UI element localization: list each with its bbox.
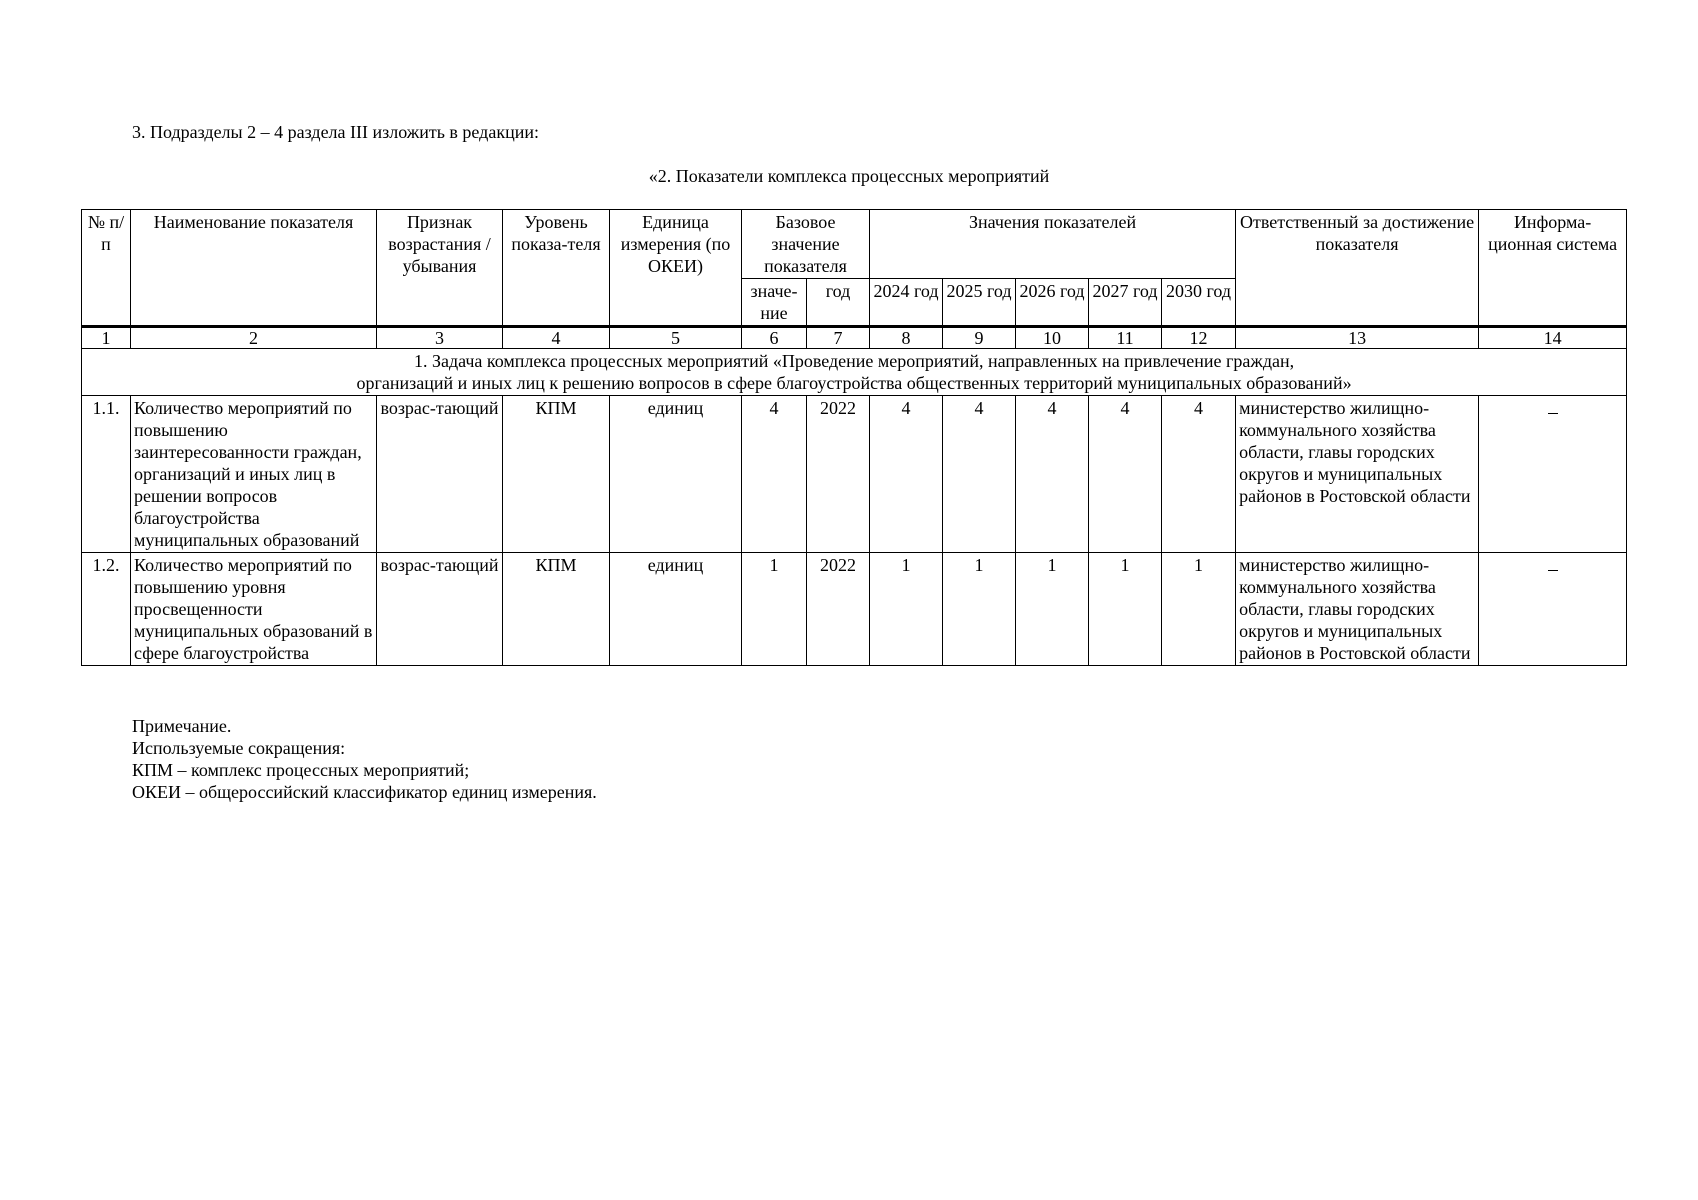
row-value-2026: 1 <box>1016 553 1089 666</box>
header-row-1 <box>82 210 1627 279</box>
section-title: «2. Показатели комплекса процессных мероприятий <box>648 166 1050 186</box>
header-infosys: Информа-ционная система <box>1479 210 1627 327</box>
column-number-row <box>82 327 1627 349</box>
col-number: 8 <box>870 327 943 349</box>
header-responsible: Ответственный за достижение показателя <box>1236 210 1479 327</box>
col-number: 9 <box>943 327 1016 349</box>
dash-mark <box>1548 403 1558 414</box>
row-level: КПМ <box>503 553 610 666</box>
table-row <box>82 553 1627 666</box>
table-row <box>82 396 1627 553</box>
col-number: 11 <box>1089 327 1162 349</box>
col-number: 12 <box>1162 327 1236 349</box>
col-number: 3 <box>377 327 503 349</box>
header-2027: 2027 год <box>1089 279 1162 327</box>
header-base-year: год <box>807 279 870 327</box>
row-num: 1.1. <box>82 396 131 553</box>
header-sign: Признак возрастания / убывания <box>377 210 503 327</box>
row-value-2026: 4 <box>1016 396 1089 553</box>
dash-mark <box>1548 560 1558 571</box>
header-2025: 2025 год <box>943 279 1016 327</box>
row-value-2027: 4 <box>1089 396 1162 553</box>
header-base-value: значе-ние <box>742 279 807 327</box>
note-line: ОКЕИ – общероссийский классификатор единиц измерения. <box>132 782 597 802</box>
col-number: 1 <box>82 327 131 349</box>
row-num: 1.2. <box>82 553 131 666</box>
row-infosys <box>1479 396 1627 553</box>
row-value-2030: 4 <box>1162 396 1236 553</box>
header-values: Значения показателей <box>870 210 1236 279</box>
notes-block <box>132 715 597 803</box>
header-level: Уровень показа-теля <box>503 210 610 327</box>
indicators-table <box>81 209 1627 666</box>
row-responsible: министерство жилищно-коммунального хозяйства области, главы городских округов и муниципальных районов в Ростовской области <box>1236 396 1479 553</box>
col-number: 4 <box>503 327 610 349</box>
intro-text: 3. Подразделы 2 – 4 раздела III изложить в редакции: <box>132 122 539 142</box>
note-line: КПМ – комплекс процессных мероприятий; <box>132 760 470 780</box>
row-base-year: 2022 <box>807 396 870 553</box>
row-level: КПМ <box>503 396 610 553</box>
row-name: Количество мероприятий по повышению уровня просвещенности муниципальных образований в сфере благоустройства <box>131 553 377 666</box>
col-number: 5 <box>610 327 742 349</box>
header-2030: 2030 год <box>1162 279 1236 327</box>
row-infosys <box>1479 553 1627 666</box>
row-base-year: 2022 <box>807 553 870 666</box>
note-line: Используемые сокращения: <box>132 738 346 758</box>
row-value-2027: 1 <box>1089 553 1162 666</box>
row-value-2030: 1 <box>1162 553 1236 666</box>
row-sign: возрас-тающий <box>377 396 503 553</box>
task-cell <box>82 349 1627 396</box>
task-line-1: 1. Задача комплекса процессных мероприятий «Проведение мероприятий, направленных на привлечение граждан, <box>413 351 1295 371</box>
row-value-2024: 1 <box>870 553 943 666</box>
header-2024: 2024 год <box>870 279 943 327</box>
row-value-2025: 1 <box>943 553 1016 666</box>
header-unit: Единица измерения (по ОКЕИ) <box>610 210 742 327</box>
col-number: 6 <box>742 327 807 349</box>
note-line: Примечание. <box>132 716 232 736</box>
row-value-2025: 4 <box>943 396 1016 553</box>
task-row <box>82 349 1627 396</box>
header-num: № п/п <box>82 210 131 327</box>
row-base-value: 1 <box>742 553 807 666</box>
row-unit: единиц <box>610 553 742 666</box>
row-responsible: министерство жилищно-коммунального хозяйства области, главы городских округов и муниципальных районов в Ростовской области <box>1236 553 1479 666</box>
col-number: 14 <box>1479 327 1627 349</box>
col-number: 10 <box>1016 327 1089 349</box>
row-sign: возрас-тающий <box>377 553 503 666</box>
row-name: Количество мероприятий по повышению заинтересованности граждан, организаций и иных лиц в решении вопросов благоустройства муниципальных образований <box>131 396 377 553</box>
col-number: 7 <box>807 327 870 349</box>
row-value-2024: 4 <box>870 396 943 553</box>
header-name: Наименование показателя <box>131 210 377 327</box>
header-2026: 2026 год <box>1016 279 1089 327</box>
row-unit: единиц <box>610 396 742 553</box>
col-number: 2 <box>131 327 377 349</box>
col-number: 13 <box>1236 327 1479 349</box>
task-line-2: организаций и иных лиц к решению вопросов в сфере благоустройства общественных территорий муниципальных образований» <box>356 373 1352 393</box>
row-base-value: 4 <box>742 396 807 553</box>
header-base: Базовое значение показателя <box>742 210 870 279</box>
